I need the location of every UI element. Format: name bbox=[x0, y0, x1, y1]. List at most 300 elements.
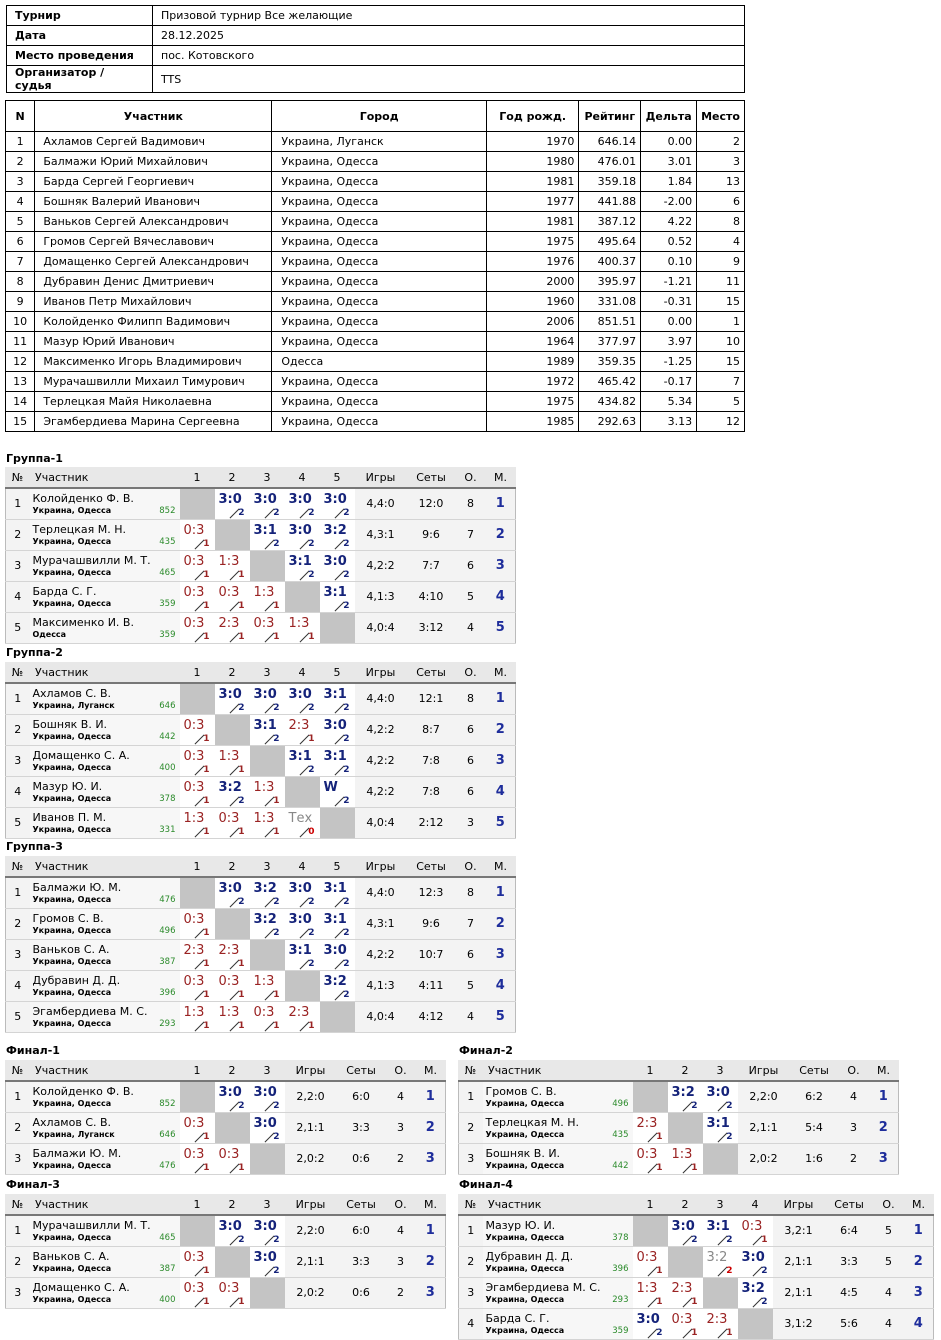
match-result-cell[interactable] bbox=[215, 612, 250, 643]
player-rating: 646 bbox=[159, 1129, 176, 1140]
match-score: W bbox=[323, 779, 338, 795]
match-result-cell[interactable] bbox=[215, 581, 250, 612]
match-score: 3:0 bbox=[253, 1218, 277, 1234]
player-name: Колойденко Ф. В. bbox=[32, 491, 134, 505]
player-cell bbox=[30, 745, 180, 776]
group-title: Финал-1 bbox=[6, 1044, 60, 1057]
row-number: 3 bbox=[6, 550, 30, 581]
match-result-cell[interactable] bbox=[250, 807, 285, 838]
match-result-cell[interactable] bbox=[738, 1215, 773, 1247]
match-score: 1:3 bbox=[218, 1004, 240, 1020]
match-score: 3:1 bbox=[323, 686, 347, 702]
points-cell: 3 bbox=[839, 1112, 869, 1143]
header-player: Участник bbox=[30, 1061, 180, 1081]
match-result-cell[interactable] bbox=[180, 1001, 215, 1032]
match-points: 1 bbox=[238, 569, 245, 580]
games-cell: 2,1:1 bbox=[773, 1277, 825, 1308]
header-place: М. bbox=[486, 663, 516, 683]
player-rating: 852 bbox=[159, 505, 176, 516]
self-match-cell bbox=[180, 683, 215, 715]
group-row bbox=[6, 1081, 446, 1113]
match-result-cell[interactable] bbox=[633, 1143, 668, 1174]
match-result-cell[interactable] bbox=[285, 683, 320, 715]
match-result-cell[interactable] bbox=[703, 1081, 738, 1113]
points-cell: 6 bbox=[456, 939, 486, 970]
points-cell: 4 bbox=[874, 1308, 904, 1339]
match-result bbox=[250, 777, 285, 807]
match-result bbox=[320, 777, 355, 807]
match-result-cell[interactable] bbox=[180, 581, 215, 612]
match-result-cell[interactable] bbox=[250, 612, 285, 643]
place-cell: 4 bbox=[486, 970, 516, 1001]
match-result-cell[interactable] bbox=[250, 714, 285, 745]
match-result-cell[interactable] bbox=[633, 1112, 668, 1143]
participant-cell: Украина, Одесса bbox=[272, 172, 487, 192]
player-cell bbox=[30, 1112, 180, 1143]
match-result-cell[interactable] bbox=[180, 519, 215, 550]
self-match-cell bbox=[250, 1143, 285, 1174]
header-place: М. bbox=[486, 857, 516, 877]
sets-cell: 10:7 bbox=[407, 939, 456, 970]
place-cell: 2 bbox=[869, 1112, 899, 1143]
match-result-cell[interactable] bbox=[180, 1143, 215, 1174]
participant-row bbox=[6, 132, 745, 152]
match-result-cell[interactable] bbox=[250, 1246, 285, 1277]
group-row bbox=[459, 1143, 899, 1174]
match-result-cell[interactable] bbox=[215, 550, 250, 581]
match-result-cell[interactable] bbox=[633, 1277, 668, 1308]
participant-cell: 0.00 bbox=[641, 312, 697, 332]
participant-cell: Ваньков Сергей Александрович bbox=[35, 212, 272, 232]
match-result bbox=[250, 971, 285, 1001]
match-result-cell[interactable] bbox=[285, 908, 320, 939]
match-result bbox=[180, 777, 215, 807]
match-score: 0:3 bbox=[636, 1249, 658, 1265]
participant-row bbox=[6, 172, 745, 192]
match-result-cell[interactable] bbox=[285, 939, 320, 970]
match-result-cell[interactable] bbox=[703, 1112, 738, 1143]
match-result bbox=[250, 582, 285, 612]
match-points: 2 bbox=[308, 927, 315, 938]
match-result bbox=[250, 1082, 285, 1112]
place-cell: 2 bbox=[486, 908, 516, 939]
match-result-cell[interactable] bbox=[320, 776, 355, 807]
match-result bbox=[215, 777, 250, 807]
match-result-cell[interactable] bbox=[285, 877, 320, 909]
match-result bbox=[320, 684, 355, 714]
participant-cell: 4 bbox=[697, 232, 745, 252]
games-cell: 3,2:1 bbox=[773, 1215, 825, 1247]
self-match-cell bbox=[180, 877, 215, 909]
match-result-cell[interactable] bbox=[215, 1215, 250, 1247]
match-score: 3:0 bbox=[253, 491, 277, 507]
header-points: О. bbox=[874, 1195, 904, 1215]
participant-cell: 851.51 bbox=[579, 312, 641, 332]
header-opponent-number: 1 bbox=[180, 1061, 215, 1081]
match-result-cell[interactable] bbox=[180, 776, 215, 807]
games-cell: 2,1:1 bbox=[285, 1246, 337, 1277]
match-result-cell[interactable] bbox=[703, 1308, 738, 1339]
place-cell: 5 bbox=[486, 1001, 516, 1032]
match-result-cell[interactable] bbox=[250, 683, 285, 715]
match-points: 1 bbox=[238, 764, 245, 775]
match-result-cell[interactable] bbox=[215, 776, 250, 807]
place-cell: 3 bbox=[486, 550, 516, 581]
match-result-cell[interactable] bbox=[250, 1081, 285, 1113]
match-points: 2 bbox=[726, 1100, 733, 1111]
match-result bbox=[215, 582, 250, 612]
place-cell: 5 bbox=[486, 807, 516, 838]
participant-row bbox=[6, 252, 745, 272]
player-city: Украина, Одесса bbox=[32, 1160, 112, 1170]
match-result-cell[interactable] bbox=[180, 939, 215, 970]
match-result-cell[interactable] bbox=[180, 908, 215, 939]
header-opponent-number: 2 bbox=[215, 468, 250, 488]
match-points: 2 bbox=[308, 538, 315, 549]
self-match-cell bbox=[668, 1246, 703, 1277]
match-score: 3:1 bbox=[323, 911, 347, 927]
match-result-cell[interactable] bbox=[668, 1081, 703, 1113]
match-result-cell[interactable] bbox=[180, 745, 215, 776]
participant-cell: Балмажи Юрий Михайлович bbox=[35, 152, 272, 172]
sets-cell: 9:6 bbox=[407, 519, 456, 550]
group-row bbox=[459, 1215, 934, 1247]
match-result-cell[interactable] bbox=[285, 745, 320, 776]
match-result-cell[interactable] bbox=[320, 877, 355, 909]
match-result bbox=[180, 582, 215, 612]
match-result-cell[interactable] bbox=[215, 877, 250, 909]
match-points: 2 bbox=[343, 795, 350, 806]
match-points: 2 bbox=[343, 569, 350, 580]
player-rating: 378 bbox=[612, 1232, 629, 1243]
match-result-cell[interactable] bbox=[320, 488, 355, 520]
match-result-cell[interactable] bbox=[250, 1001, 285, 1032]
self-match-cell bbox=[180, 1081, 215, 1113]
participant-cell: Терлецкая Майя Николаевна bbox=[35, 392, 272, 412]
match-result-cell[interactable] bbox=[285, 488, 320, 520]
match-result bbox=[215, 746, 250, 776]
info-value: Призовой турнир Все желающие bbox=[153, 6, 745, 26]
player-name: Ахламов С. В. bbox=[32, 686, 112, 700]
match-result-cell[interactable] bbox=[320, 970, 355, 1001]
participant-cell: 6 bbox=[6, 232, 35, 252]
match-points: 1 bbox=[238, 1162, 245, 1173]
player-cell bbox=[483, 1143, 633, 1174]
match-score: 0:3 bbox=[636, 1146, 658, 1162]
participant-cell: Украина, Одесса bbox=[272, 252, 487, 272]
player-city: Украина, Одесса bbox=[32, 731, 112, 741]
match-result-cell[interactable] bbox=[180, 970, 215, 1001]
match-score: 3:1 bbox=[253, 522, 277, 538]
match-result bbox=[703, 1082, 738, 1112]
match-points: 2 bbox=[308, 507, 315, 518]
points-cell: 2 bbox=[386, 1277, 416, 1308]
place-cell: 1 bbox=[869, 1081, 899, 1113]
match-result bbox=[180, 746, 215, 776]
match-result-cell[interactable] bbox=[285, 612, 320, 643]
match-score: 3:0 bbox=[218, 1084, 242, 1100]
match-result-cell[interactable] bbox=[668, 1308, 703, 1339]
match-result bbox=[285, 715, 320, 745]
place-cell: 4 bbox=[486, 776, 516, 807]
match-result-cell[interactable] bbox=[738, 1277, 773, 1308]
match-result-cell[interactable] bbox=[250, 776, 285, 807]
match-result-cell[interactable] bbox=[250, 908, 285, 939]
participant-cell: 15 bbox=[697, 352, 745, 372]
match-result-cell[interactable] bbox=[320, 714, 355, 745]
points-cell: 5 bbox=[874, 1215, 904, 1247]
player-cell bbox=[30, 877, 180, 909]
match-result-cell[interactable] bbox=[250, 581, 285, 612]
match-result-cell[interactable] bbox=[215, 1001, 250, 1032]
match-result bbox=[215, 551, 250, 581]
group-row bbox=[459, 1246, 934, 1277]
match-result-cell[interactable] bbox=[250, 1112, 285, 1143]
header-opponent-number: 3 bbox=[703, 1195, 738, 1215]
row-number: 1 bbox=[6, 683, 30, 715]
group-title: Финал-2 bbox=[459, 1044, 513, 1057]
match-result-cell[interactable] bbox=[633, 1246, 668, 1277]
header-points: О. bbox=[456, 857, 486, 877]
match-result-cell[interactable] bbox=[180, 612, 215, 643]
match-result-cell[interactable] bbox=[320, 745, 355, 776]
group-title: Группа-1 bbox=[6, 452, 63, 465]
self-match-cell bbox=[250, 939, 285, 970]
match-score: 2:3 bbox=[218, 942, 240, 958]
header-sets: Сеты bbox=[337, 1195, 386, 1215]
match-result-cell[interactable] bbox=[285, 807, 320, 838]
match-score: 2:3 bbox=[288, 1004, 310, 1020]
self-match-cell bbox=[668, 1112, 703, 1143]
match-result-cell[interactable] bbox=[180, 1246, 215, 1277]
match-score: 3:0 bbox=[218, 880, 242, 896]
participant-cell: 2 bbox=[697, 132, 745, 152]
player-rating: 496 bbox=[159, 925, 176, 936]
match-points: 1 bbox=[761, 1234, 768, 1245]
match-result-cell[interactable] bbox=[250, 970, 285, 1001]
player-cell bbox=[30, 970, 180, 1001]
match-points: 1 bbox=[203, 927, 210, 938]
player-city: Украина, Одесса bbox=[32, 505, 112, 515]
participant-cell: Ахламов Сергей Вадимович bbox=[35, 132, 272, 152]
player-city: Украина, Одесса bbox=[32, 1263, 112, 1273]
sets-cell: 0:6 bbox=[337, 1143, 386, 1174]
row-number: 3 bbox=[6, 1143, 30, 1174]
games-cell: 4,2:2 bbox=[355, 714, 407, 745]
sets-cell: 6:2 bbox=[790, 1081, 839, 1113]
player-name: Домащенко С. А. bbox=[32, 748, 130, 762]
match-score: 3:0 bbox=[218, 491, 242, 507]
match-result-cell[interactable] bbox=[180, 550, 215, 581]
player-cell bbox=[30, 519, 180, 550]
match-result-cell[interactable] bbox=[668, 1215, 703, 1247]
header-no: № bbox=[6, 663, 30, 683]
match-result bbox=[180, 808, 215, 838]
match-score: 3:0 bbox=[636, 1311, 660, 1327]
match-result-cell[interactable] bbox=[250, 488, 285, 520]
match-result bbox=[250, 684, 285, 714]
match-result-cell[interactable] bbox=[250, 877, 285, 909]
match-points: 1 bbox=[238, 826, 245, 837]
match-score: 3:0 bbox=[706, 1084, 730, 1100]
match-result-cell[interactable] bbox=[703, 1246, 738, 1277]
match-result-cell[interactable] bbox=[215, 1081, 250, 1113]
row-number: 2 bbox=[6, 519, 30, 550]
player-city: Украина, Одесса bbox=[32, 956, 112, 966]
match-result-cell[interactable] bbox=[215, 488, 250, 520]
participant-cell: 1960 bbox=[486, 292, 578, 312]
match-score: 1:3 bbox=[253, 584, 275, 600]
player-name: Балмажи Ю. М. bbox=[32, 1146, 122, 1160]
header-sets: Сеты bbox=[407, 663, 456, 683]
match-result bbox=[215, 489, 250, 519]
match-result bbox=[250, 1113, 285, 1143]
games-cell: 4,3:1 bbox=[355, 908, 407, 939]
match-score: 1:3 bbox=[671, 1146, 693, 1162]
group-row bbox=[6, 519, 516, 550]
participant-cell: -0.31 bbox=[641, 292, 697, 312]
participant-cell: 0.52 bbox=[641, 232, 697, 252]
match-result-cell[interactable] bbox=[180, 714, 215, 745]
player-cell bbox=[30, 488, 180, 520]
points-cell: 4 bbox=[386, 1215, 416, 1247]
match-result-cell[interactable] bbox=[285, 714, 320, 745]
match-result bbox=[320, 971, 355, 1001]
participant-cell: Украина, Одесса bbox=[272, 412, 487, 432]
player-name: Терлецкая М. Н. bbox=[485, 1115, 580, 1129]
match-points: 2 bbox=[273, 1234, 280, 1245]
sets-cell: 4:11 bbox=[407, 970, 456, 1001]
participant-cell: 5 bbox=[6, 212, 35, 232]
header-opponent-number: 2 bbox=[215, 1061, 250, 1081]
match-result-cell[interactable] bbox=[633, 1308, 668, 1339]
points-cell: 5 bbox=[456, 970, 486, 1001]
player-rating: 387 bbox=[159, 1263, 176, 1274]
match-result bbox=[215, 940, 250, 970]
match-points: 2 bbox=[343, 507, 350, 518]
match-result-cell[interactable] bbox=[738, 1246, 773, 1277]
player-name: Дубравин Д. Д. bbox=[32, 973, 121, 987]
header-no: № bbox=[459, 1195, 483, 1215]
match-result-cell[interactable] bbox=[668, 1277, 703, 1308]
player-name: Эгамбердиева М. С. bbox=[32, 1004, 148, 1018]
group-header-row bbox=[6, 468, 516, 488]
match-result bbox=[633, 1247, 668, 1277]
match-result bbox=[320, 489, 355, 519]
info-row bbox=[7, 6, 745, 26]
player-rating: 400 bbox=[159, 1294, 176, 1305]
match-result-cell[interactable] bbox=[668, 1143, 703, 1174]
self-match-cell bbox=[180, 488, 215, 520]
match-result bbox=[285, 520, 320, 550]
group-title: Финал-3 bbox=[6, 1178, 60, 1191]
points-cell: 4 bbox=[839, 1081, 869, 1113]
match-result-cell[interactable] bbox=[215, 807, 250, 838]
match-result bbox=[180, 1247, 215, 1277]
match-result-cell[interactable] bbox=[320, 550, 355, 581]
match-points: 1 bbox=[203, 733, 210, 744]
participant-cell: 1981 bbox=[486, 172, 578, 192]
match-points: 1 bbox=[308, 1020, 315, 1031]
match-points: 1 bbox=[273, 631, 280, 642]
match-result-cell[interactable] bbox=[215, 970, 250, 1001]
match-result-cell[interactable] bbox=[215, 1143, 250, 1174]
group-row bbox=[6, 1246, 446, 1277]
match-points: 2 bbox=[343, 764, 350, 775]
match-score: 3:2 bbox=[671, 1084, 695, 1100]
match-result-cell[interactable] bbox=[215, 939, 250, 970]
match-result-cell[interactable] bbox=[320, 683, 355, 715]
match-result-cell[interactable] bbox=[215, 745, 250, 776]
match-result-cell[interactable] bbox=[320, 908, 355, 939]
player-cell bbox=[30, 683, 180, 715]
match-result-cell[interactable] bbox=[215, 683, 250, 715]
match-points: 2 bbox=[308, 702, 315, 713]
match-result bbox=[285, 940, 320, 970]
player-city: Украина, Одесса bbox=[32, 987, 112, 997]
points-cell: 6 bbox=[456, 776, 486, 807]
match-result-cell[interactable] bbox=[285, 1001, 320, 1032]
match-score: 0:3 bbox=[183, 615, 205, 631]
match-result-cell[interactable] bbox=[215, 1277, 250, 1308]
participant-cell: Украина, Одесса bbox=[272, 332, 487, 352]
self-match-cell bbox=[250, 550, 285, 581]
player-city: Украина, Одесса bbox=[32, 1294, 112, 1304]
match-result-cell[interactable] bbox=[250, 519, 285, 550]
games-cell: 3,1:2 bbox=[773, 1308, 825, 1339]
header-sets: Сеты bbox=[825, 1195, 874, 1215]
match-result-cell[interactable] bbox=[703, 1215, 738, 1247]
sets-cell: 7:7 bbox=[407, 550, 456, 581]
sets-cell: 6:0 bbox=[337, 1215, 386, 1247]
match-result bbox=[320, 715, 355, 745]
row-number: 4 bbox=[6, 581, 30, 612]
match-score: 3:2 bbox=[323, 522, 347, 538]
points-cell: 3 bbox=[386, 1112, 416, 1143]
match-result-cell[interactable] bbox=[285, 550, 320, 581]
player-rating: 331 bbox=[159, 824, 176, 835]
match-result-cell[interactable] bbox=[320, 519, 355, 550]
participants-header-cell: Год рожд. bbox=[486, 101, 578, 132]
group-header-row bbox=[6, 1061, 446, 1081]
match-result-cell[interactable] bbox=[180, 1277, 215, 1308]
match-result-cell[interactable] bbox=[180, 807, 215, 838]
group-title: Группа-3 bbox=[6, 840, 63, 853]
player-city: Украина, Одесса bbox=[485, 1232, 565, 1242]
match-result-cell[interactable] bbox=[320, 581, 355, 612]
match-result-cell[interactable] bbox=[285, 519, 320, 550]
row-number: 1 bbox=[6, 488, 30, 520]
match-result bbox=[215, 1002, 250, 1032]
player-name: Колойденко Ф. В. bbox=[32, 1084, 134, 1098]
match-points: 1 bbox=[203, 764, 210, 775]
match-result-cell[interactable] bbox=[250, 1215, 285, 1247]
match-result bbox=[320, 582, 355, 612]
sets-cell: 9:6 bbox=[407, 908, 456, 939]
match-result bbox=[320, 551, 355, 581]
match-result-cell[interactable] bbox=[180, 1112, 215, 1143]
match-result bbox=[285, 909, 320, 939]
participant-cell: Дубравин Денис Дмитриевич bbox=[35, 272, 272, 292]
match-points: 2 bbox=[691, 1100, 698, 1111]
match-score: 3:0 bbox=[288, 491, 312, 507]
group-header-row bbox=[6, 663, 516, 683]
match-points: 2 bbox=[656, 1327, 663, 1338]
match-result bbox=[215, 878, 250, 908]
match-result-cell[interactable] bbox=[320, 939, 355, 970]
header-player: Участник bbox=[30, 1195, 180, 1215]
player-rating: 293 bbox=[612, 1294, 629, 1305]
